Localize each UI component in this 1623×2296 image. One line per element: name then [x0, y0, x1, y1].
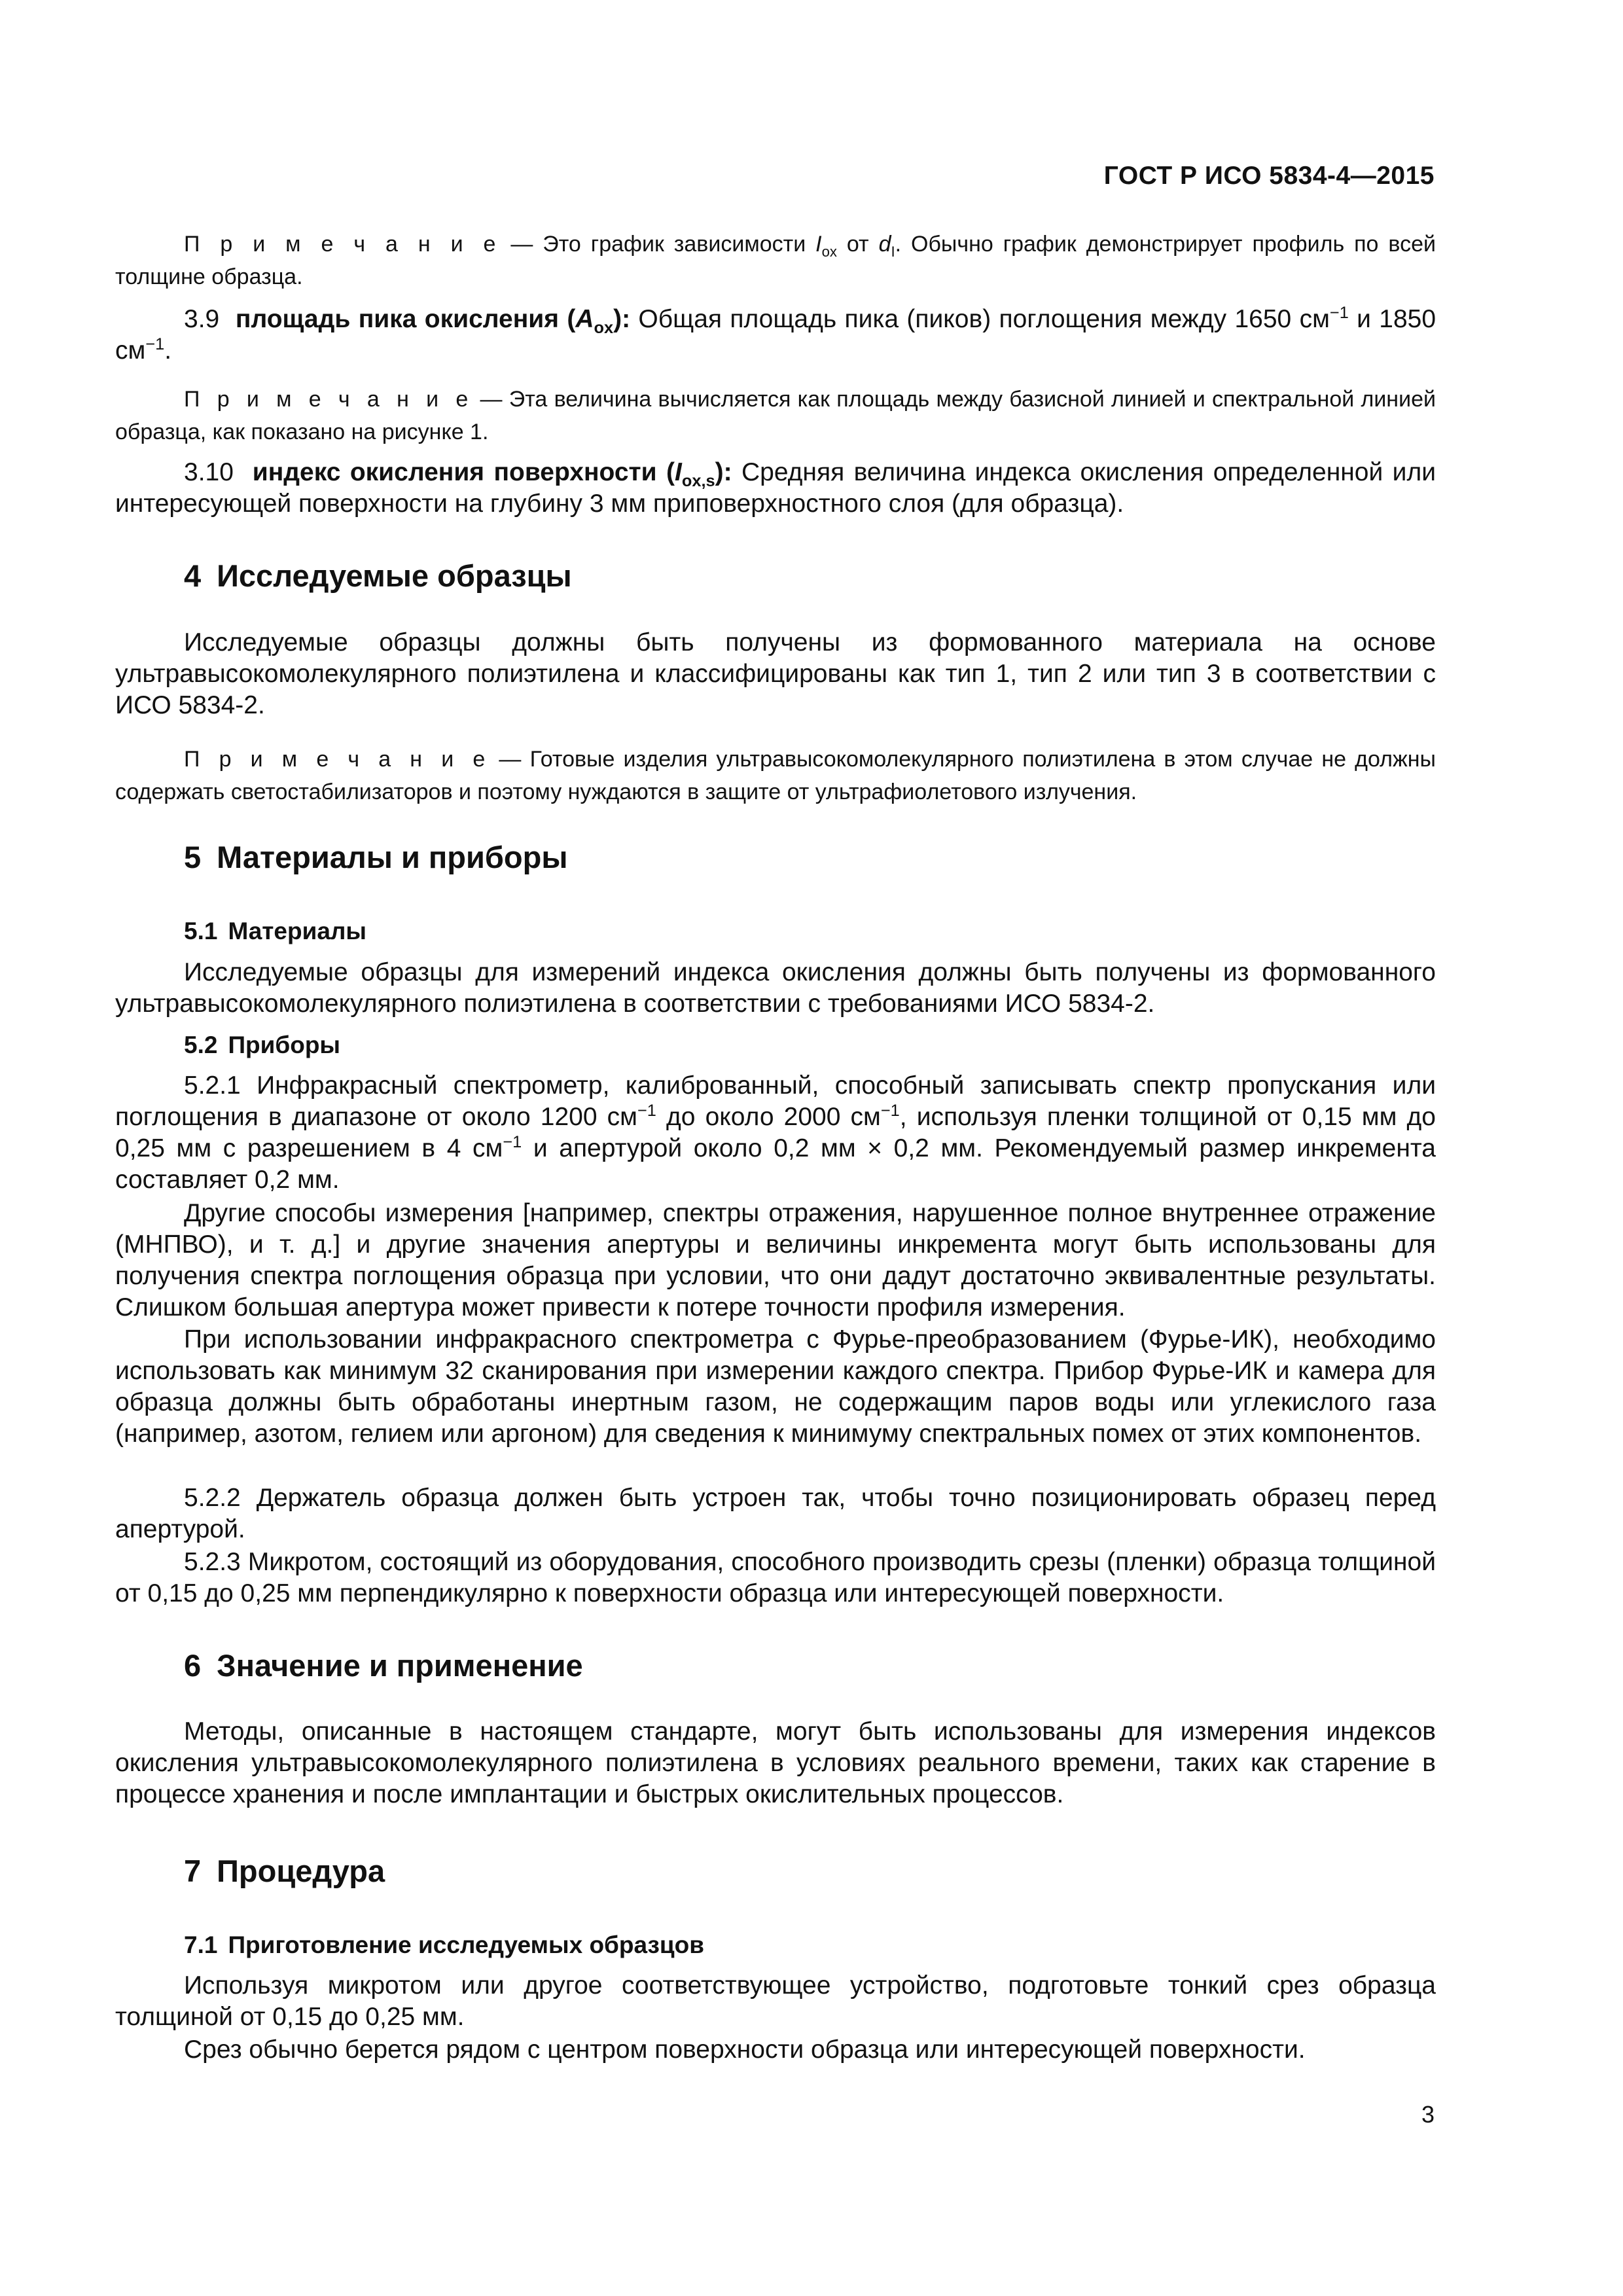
subsection-7-1-paragraph-2: Срез обычно берется рядом с центром поверхности образца или интересующей поверхности. — [184, 2036, 1306, 2064]
subsection-7-1-heading: 7.1 Приготовление исследуемых образцов — [184, 1931, 705, 1958]
clause-number: 3.10 — [184, 458, 234, 486]
document-header: ГОСТ Р ИСО 5834-4—2015 — [1103, 162, 1435, 190]
page-number: 3 — [1421, 2101, 1435, 2128]
clause-5-2-2: 5.2.2 Держатель образца должен быть устроен так, чтобы точно позиционировать образец перед апертурой. — [115, 1484, 1436, 1543]
clause-number: 3.9 — [184, 305, 220, 333]
note-label: П р и м е ч а н и е — [184, 387, 474, 412]
clause-5-2-1: 5.2.1 Инфракрасный спектрометр, калиброванный, способный записывать спектр пропускания или поглощения в диапазоне от около 1200 $см^{-1}$ до около 2000 $см^{-1}$, используя пленки толщиной от 0,15 мм до 0,25 мм с разрешением в 4 $см^{-1}$ и апертурой около 0,2 мм × 0,2 мм. Рекомендуемый размер инкремента составляет 0,2 мм. — [115, 1071, 1436, 1194]
definition-3-9: 3.9 площадь пика окисления $(A_{ox})$: Общая площадь пика (пиков) поглощения между 1650 $см^{-1}$ и 1850 $см^{-1}$. — [115, 304, 1436, 365]
subsection-5-1-paragraph: Исследуемые образцы для измерений индекса окисления должны быть получены из формованного ультравысокомолекулярного полиэтилена в соответствии с требованиями ИСО 5834-2. — [115, 958, 1436, 1018]
section-6-heading: 6 Значение и применение — [184, 1648, 583, 1683]
section-6-paragraph: Методы, описанные в настоящем стандарте, могут быть использованы для измерения индексов окисления ультравысокомолекулярного полиэтилена в условиях реального времени, таких как старение в процессе хранения и после имплантации и быстрых окислительных процессов. — [115, 1717, 1436, 1808]
section-5-heading: 5 Материалы и приборы — [184, 840, 568, 874]
section-4-paragraph: Исследуемые образцы должны быть получены из формованного материала на основе ультравысокомолекулярного полиэтилена и классифицированы как тип 1, тип 2 или тип 3 в соответствии с ИСО 5834-2. — [115, 628, 1436, 719]
term: индекс окисления поверхности $(I_{ox,s})$: — [252, 458, 732, 490]
note-area-calculation: П р и м е ч а н и е — Эта величина вычисляется как площадь между базисной линией и спектральной линией образца, как показано на рисунке 1. — [115, 387, 1436, 444]
note-label: П р и м е ч а н и е — [184, 747, 491, 772]
section-7-heading: 7 Процедура — [184, 1854, 385, 1888]
term: площадь пика окисления $(A_{ox})$: — [235, 305, 631, 337]
note-label: П р и м е ч а н и е — [184, 232, 501, 257]
section-4-note: П р и м е ч а н и е — Готовые изделия ультравысокомолекулярного полиэтилена в этом случае не должны содержать светостабилизаторов и поэтому нуждаются в защите от ультрафиолетового излучения. — [115, 747, 1436, 804]
definition-3-10: 3.10 индекс окисления поверхности $(I_{ox,s})$: Средняя величина индекса окисления определенной или интересующей поверхности на глубину 3 мм приповерхностного слоя (для образца). — [115, 458, 1436, 518]
subsection-7-1-paragraph-1: Используя микротом или другое соответствующее устройство, подготовьте тонкий срез образца толщиной от 0,15 до 0,25 мм. — [115, 1971, 1436, 2031]
paragraph-other-methods: Другие способы измерения [например, спектры отражения, нарушенное полное внутреннее отражение (МНПВО), и т. д.] и другие значения апертуры и величины инкремента могут быть использованы для получения спектра поглощения образца при условии, что они дадут достаточно эквивалентные результаты. Слишком большая апертура может привести к потере точности профиля измерения. — [115, 1199, 1436, 1321]
section-4-heading: 4 Исследуемые образцы — [184, 558, 572, 593]
subsection-5-2-heading: 5.2 Приборы — [184, 1031, 341, 1058]
paragraph-ftir: При использовании инфракрасного спектрометра с Фурье-преобразованием (Фурье-ИК), необходимо использовать как минимум 32 сканирования при измерении каждого спектра. Прибор Фурье-ИК и камера для образца должны быть обработаны инертным газом, не содержащим паров воды или углекислого газа (например, азотом, гелием или аргоном) для сведения к минимуму спектральных помех от этих компонентов. — [115, 1325, 1436, 1448]
note-dependence-graph: П р и м е ч а н и е — Это график зависимости $I_{ox}$ от $d_I$. Обычно график демонстрирует профиль по всей толщине образца. — [115, 232, 1436, 289]
subsection-5-1-heading: 5.1 Материалы — [184, 918, 367, 944]
clause-5-2-3: 5.2.3 Микротом, состоящий из оборудования, способного производить срезы (пленки) образца толщиной от 0,15 до 0,25 мм перпендикулярно к поверхности образца или интересующей поверхности. — [115, 1548, 1436, 1607]
